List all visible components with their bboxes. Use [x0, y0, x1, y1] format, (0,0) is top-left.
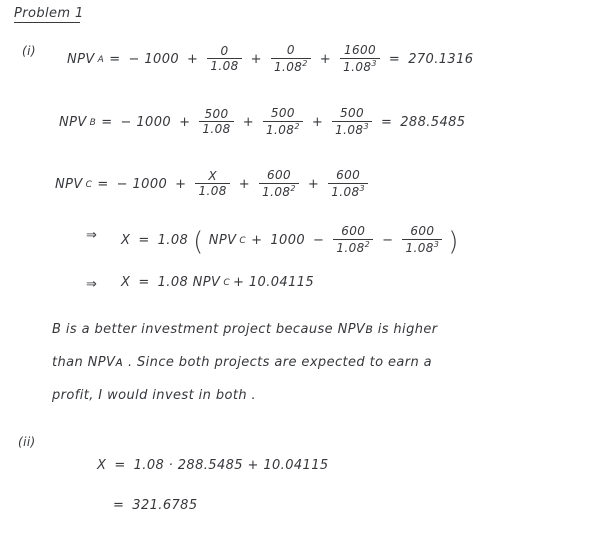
npv-b-plus-1: + [179, 115, 191, 131]
npv-b-fraction-2 [263, 107, 303, 136]
npv-b-frac1-numerator: 500 [204, 106, 229, 121]
npv-a-fraction-2 [271, 44, 311, 73]
solve-x1-minus-2: − [382, 233, 394, 249]
npv-b-equals-2: = [380, 115, 393, 131]
part-label-i: (i) [22, 44, 36, 58]
equation-solve-x-line2 [118, 275, 317, 290]
solve-x2-rhs: 1.08 NPV [157, 275, 221, 290]
answer-line-3: profit, I would invest in both . [52, 388, 257, 403]
solve-x1-frac1-den-exponent: 2 [364, 239, 371, 249]
npv-a-frac2-numerator: 0 [286, 43, 295, 57]
npv-c-frac1-denominator: 1.08 [198, 184, 227, 199]
npv-a-fraction-3 [340, 44, 380, 73]
npv-c-plus-2: + [238, 177, 251, 193]
solve-x2-rhs-subscript: C [223, 277, 231, 288]
npv-b-frac3-den-base: 1.08 [335, 122, 364, 137]
npv-c-fraction-1 [195, 170, 229, 198]
npv-a-subscript: A [97, 54, 105, 65]
npv-c-frac2-denominator [259, 185, 299, 199]
answer-line-2: than NPVᴀ . Since both projects are expected to earn a [52, 355, 433, 370]
npv-a-plus-1: + [187, 52, 199, 68]
solve-x1-frac2-den-base: 1.08 [405, 240, 434, 255]
solve-x1-equals: = [138, 233, 150, 249]
npv-b-frac1-denominator: 1.08 [202, 122, 231, 137]
npv-c-frac3-den-base: 1.08 [331, 184, 360, 199]
npv-a-frac1-numerator: 0 [220, 43, 229, 58]
npv-b-equals: = [101, 115, 113, 131]
page-title: Problem 1 [14, 6, 84, 21]
npv-b-frac3-numerator: 500 [339, 106, 365, 120]
npv-a-frac3-den-base: 1.08 [343, 59, 372, 74]
npv-c-frac3-numerator: 600 [336, 168, 361, 182]
npv-c-plus-3: + [307, 177, 320, 193]
solve-x2-tail: + 10.04115 [233, 275, 315, 290]
npv-c-initial-outlay: − 1000 [116, 177, 168, 193]
part-ii-equals-1: = [114, 458, 126, 473]
npv-b-frac3-denominator [332, 123, 372, 137]
npv-a-frac2-den-exponent: 2 [302, 58, 308, 68]
part-ii-line-2 [108, 498, 201, 513]
npv-a-equals: = [109, 52, 121, 68]
part-ii-rhs-expression: 1.08 · 288.5485 + 10.04115 [133, 458, 329, 473]
solve-x1-npv-subscript: C [239, 235, 247, 246]
solve-x2-lhs: X [121, 275, 131, 290]
solve-x1-frac1-denominator [333, 241, 373, 255]
npv-c-lhs: NPV [55, 177, 83, 193]
npv-c-frac2-numerator: 600 [266, 168, 292, 182]
solve-x1-plus: + [251, 233, 263, 249]
npv-b-frac2-numerator: 500 [270, 106, 295, 120]
implies-arrow-1: ⇒ [86, 228, 98, 243]
npv-c-equals: = [97, 177, 109, 193]
npv-b-lhs: NPV [59, 115, 87, 131]
npv-b-frac2-den-base: 1.08 [265, 122, 295, 137]
npv-c-frac3-denominator [328, 185, 368, 199]
npv-b-subscript: B [89, 117, 97, 128]
solve-x1-coefficient: 1.08 [157, 233, 189, 249]
solve-x1-term-1000: 1000 [270, 233, 306, 249]
npv-c-subscript: C [85, 179, 93, 190]
npv-a-frac3-numerator: 1600 [343, 43, 377, 57]
npv-b-fraction-1 [199, 108, 233, 136]
answer-line-1: B is a better investment project because NPVʙ is higher [52, 322, 438, 337]
solve-x1-frac1-numerator: 600 [341, 224, 366, 238]
solve-x1-frac2-numerator: 600 [410, 224, 435, 238]
npv-a-frac3-denominator [340, 60, 380, 74]
npv-c-fraction-3 [328, 169, 368, 198]
npv-b-fraction-3 [332, 107, 372, 136]
npv-a-fraction-1 [207, 45, 241, 73]
solve-x1-frac1-den-base: 1.08 [336, 240, 365, 255]
solve-x1-npv: NPV [208, 233, 237, 249]
part-ii-line-1 [94, 458, 332, 473]
npv-a-equals-2: = [388, 52, 401, 68]
equation-npv-c [52, 170, 372, 199]
npv-b-result: 288.5485 [400, 115, 466, 131]
solve-x1-frac2-den-exponent: 3 [433, 239, 440, 249]
npv-b-plus-3: + [311, 115, 324, 131]
npv-c-plus-1: + [175, 177, 187, 193]
npv-b-frac2-denominator [263, 123, 303, 137]
solve-x1-frac2-denominator [402, 241, 442, 255]
npv-a-frac2-denominator [271, 60, 311, 74]
solve-x2-equals: = [138, 275, 150, 290]
part-label-ii: (ii) [18, 435, 36, 449]
npv-b-plus-2: + [242, 115, 254, 131]
equation-npv-a [64, 45, 476, 74]
npv-b-initial-outlay: − 1000 [120, 115, 172, 131]
npv-a-result: 270.1316 [408, 52, 474, 68]
equation-npv-b [56, 108, 468, 137]
npv-c-frac3-den-exponent: 3 [359, 183, 366, 193]
equation-solve-x-line1: X = 1.08 ( NPV C + 1000 − $\frac{600}{1.08^2}$ − $\frac{600}{1.08^3}$ ) [121, 224, 459, 257]
implies-arrow-2: ⇒ [86, 277, 98, 292]
npv-a-plus-2: + [250, 52, 262, 68]
solve-x1-lhs: X [121, 233, 131, 249]
npv-a-frac2-den-base: 1.08 [273, 59, 303, 74]
solve-x1-fraction-1 [333, 225, 373, 254]
npv-b-frac3-den-exponent: 3 [363, 121, 369, 131]
npv-a-initial-outlay: − 1000 [128, 52, 180, 68]
answer-paragraph [52, 313, 572, 412]
npv-c-frac1-numerator: X [208, 168, 217, 183]
npv-c-frac2-den-exponent: 2 [290, 183, 296, 193]
npv-b-frac2-den-exponent: 2 [294, 121, 300, 131]
npv-a-frac1-denominator: 1.08 [210, 59, 239, 74]
npv-c-frac2-den-base: 1.08 [262, 184, 291, 199]
part-ii-equals-2: = [113, 498, 125, 513]
part-ii-lhs: X [97, 458, 107, 473]
npv-a-plus-3: + [319, 52, 332, 68]
solve-x1-fraction-2 [402, 225, 442, 254]
npv-a-frac3-den-exponent: 3 [371, 58, 377, 68]
npv-c-fraction-2 [259, 169, 299, 198]
npv-a-lhs: NPV [67, 52, 95, 68]
solve-x1-minus-1: − [313, 233, 325, 249]
part-ii-result: 321.6785 [132, 498, 198, 513]
